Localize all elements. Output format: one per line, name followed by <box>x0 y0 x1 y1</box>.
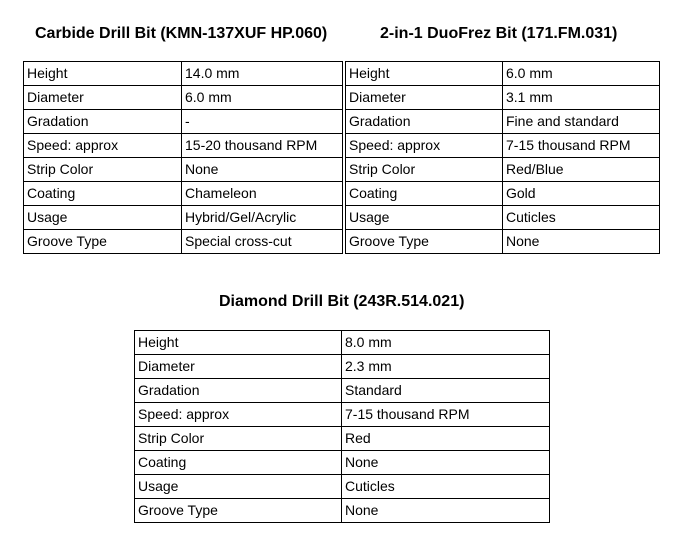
spec-value-cell: None <box>342 451 550 475</box>
table-row <box>24 158 343 182</box>
table-row <box>135 403 550 427</box>
table-row <box>135 331 550 355</box>
table-row <box>24 86 343 110</box>
spec-label-cell: Usage <box>24 206 182 230</box>
table-row <box>135 379 550 403</box>
table-row <box>135 475 550 499</box>
table-row <box>24 182 343 206</box>
table-row <box>346 110 660 134</box>
spec-value-cell: 2.3 mm <box>342 355 550 379</box>
spec-value-cell: 7-15 thousand RPM <box>503 134 660 158</box>
table-row <box>24 206 343 230</box>
table-row <box>135 355 550 379</box>
spec-label-cell: Groove Type <box>135 499 342 523</box>
spec-value-cell: 6.0 mm <box>503 62 660 86</box>
spec-value-cell: 14.0 mm <box>182 62 343 86</box>
spec-label-cell: Height <box>24 62 182 86</box>
table-row <box>346 86 660 110</box>
spec-value-cell: 6.0 mm <box>182 86 343 110</box>
spec-value-cell: 7-15 thousand RPM <box>342 403 550 427</box>
spec-value-cell: Special cross-cut <box>182 230 343 254</box>
spec-label-cell: Usage <box>346 206 503 230</box>
table-row <box>135 499 550 523</box>
carbide-drill-bit-title: Carbide Drill Bit (KMN-137XUF HP.060) <box>35 25 328 42</box>
spec-label-cell: Speed: approx <box>24 134 182 158</box>
spec-value-cell: Cuticles <box>503 206 660 230</box>
spec-value-cell: Fine and standard <box>503 110 660 134</box>
spec-label-cell: Gradation <box>135 379 342 403</box>
spec-label-cell: Coating <box>346 182 503 206</box>
table-row <box>346 230 660 254</box>
spec-value-cell: 8.0 mm <box>342 331 550 355</box>
spec-label-cell: Gradation <box>346 110 503 134</box>
spec-value-cell: Red <box>342 427 550 451</box>
table-row <box>24 62 343 86</box>
spec-label-cell: Speed: approx <box>346 134 503 158</box>
spec-label-cell: Speed: approx <box>135 403 342 427</box>
spec-label-cell: Coating <box>135 451 342 475</box>
carbide-drill-bit-spec-table <box>23 61 343 254</box>
spec-value-cell: Standard <box>342 379 550 403</box>
spec-value-cell: Red/Blue <box>503 158 660 182</box>
table-row <box>135 427 550 451</box>
spec-label-cell: Strip Color <box>135 427 342 451</box>
table-row <box>346 182 660 206</box>
spec-label-cell: Diameter <box>135 355 342 379</box>
table-row <box>346 206 660 230</box>
spec-label-cell: Diameter <box>24 86 182 110</box>
table-row <box>24 134 343 158</box>
table-row <box>346 134 660 158</box>
spec-value-cell: Cuticles <box>342 475 550 499</box>
spec-value-cell: 15-20 thousand RPM <box>182 134 343 158</box>
spec-value-cell: 3.1 mm <box>503 86 660 110</box>
table-row <box>24 110 343 134</box>
diamond-drill-bit-title: Diamond Drill Bit (243R.514.021) <box>219 293 465 310</box>
table-row <box>346 158 660 182</box>
spec-value-cell: Hybrid/Gel/Acrylic <box>182 206 343 230</box>
spec-label-cell: Strip Color <box>346 158 503 182</box>
diamond-drill-bit-spec-table <box>134 330 550 523</box>
table-row <box>24 230 343 254</box>
spec-label-cell: Groove Type <box>24 230 182 254</box>
spec-label-cell: Diameter <box>346 86 503 110</box>
table-row <box>135 451 550 475</box>
spec-value-cell: Chameleon <box>182 182 343 206</box>
duofrez-bit-spec-table <box>345 61 660 254</box>
table-row <box>346 62 660 86</box>
spec-value-cell: None <box>182 158 343 182</box>
spec-label-cell: Strip Color <box>24 158 182 182</box>
spec-value-cell: None <box>503 230 660 254</box>
spec-label-cell: Height <box>346 62 503 86</box>
duofrez-bit-title: 2-in-1 DuoFrez Bit (171.FM.031) <box>380 25 618 42</box>
spec-label-cell: Usage <box>135 475 342 499</box>
spec-label-cell: Height <box>135 331 342 355</box>
spec-value-cell: None <box>342 499 550 523</box>
spec-label-cell: Coating <box>24 182 182 206</box>
spec-label-cell: Gradation <box>24 110 182 134</box>
spec-value-cell: - <box>182 110 343 134</box>
spec-value-cell: Gold <box>503 182 660 206</box>
spec-label-cell: Groove Type <box>346 230 503 254</box>
